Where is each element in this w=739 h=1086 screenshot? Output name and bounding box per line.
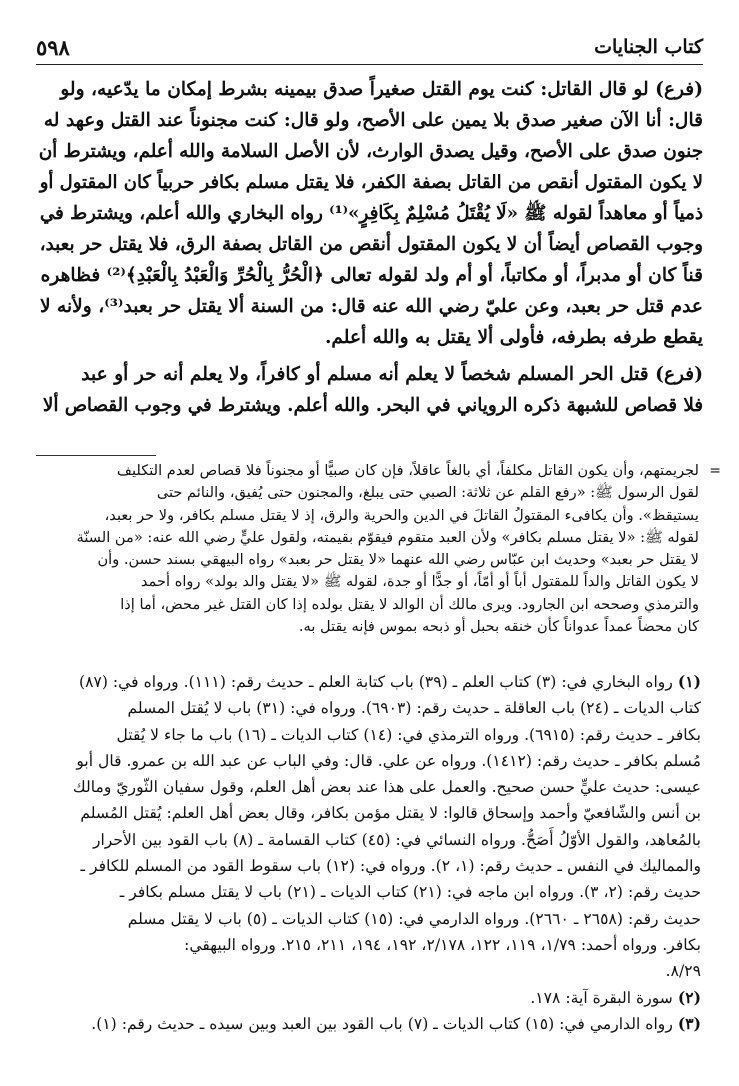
footnote-marker: (٢) [677, 987, 701, 1007]
text-line: (فرع) لو قال القاتل: كنت يوم القتل صغيراً صدق بيمينه بشرط إمكان ما يدّعيه، ولو [60, 79, 703, 100]
footnote-text: رواه البخاري في: (٣) كتاب العلم ـ (٣٩) باب كتابة العلم ـ حديث رقم: (١١١). ورواه في: (٨٧) [79, 673, 673, 691]
text-line: يقطع طرفه بطرفه، فأولى ألا يقتل به والله أعلم. [324, 327, 703, 348]
footnote-3 [36, 1011, 701, 1037]
footnote-marker: (٣) [677, 1013, 701, 1033]
text-line: قال: أنا الآن صغير صدق بلا يمين على الأصح، ولو قال: كنت مجنوناً عند القتل وعهد له [43, 110, 703, 131]
note-line: لقوله ﷺ: «لا يقتل مسلم بكافر» ولأن العبد متقوم فيقوّم بقيمته، ولقول عليٍّ رضي الله عنه: «من السنّة [76, 528, 699, 546]
footnote-line: بكافر ـ حديث رقم: (٦٩١٥). ورواه الترمذي في: (١٤) كتاب الديات ـ (١٦) باب ما جاء لا يُقتل [116, 725, 701, 744]
footnote-1 [36, 669, 701, 985]
continuation-marker: = [709, 463, 721, 479]
note-line: كان محضاً عمداً عدواناً كأن خنقه بحبل أو ذبحه بموس فإنه يقتل به. [298, 618, 699, 636]
page-header [36, 30, 703, 65]
footnote-line [36, 669, 701, 695]
footnote-text: سورة البقرة آية: ١٧٨. [530, 988, 673, 1007]
note-line: لا يقتل حر بعبد» وحديث ابن عبّاس رضي الله عنهما «لا يقتل حر بعبد» رواه البيهقي بسند حسن. وأن [97, 551, 699, 569]
note-line: لجريمتهم، وأن يكون القاتل مكلفاً، أي بالغاً عاقلاً، فإن كان صبيًّا أو مجنوناً فلا قصاص لعدم التكليف [116, 462, 699, 479]
note-line: والترمذي وصححه ابن الجارود. ويرى مالك أن الوالد لا يقتل بولده إذا كان القتل غير محض، أما إذا [120, 595, 699, 613]
note-line: لا يكون القاتل والداً للمقتول أباً أو أمّاً، أو جدًّا أو جدة، لقوله ﷺ «لا يقتل والد بولد» رواه أحمد [140, 573, 699, 591]
footnote-line: كتاب الديات ـ (٢٤) باب العاقلة ـ حديث رقم: (٦٩٠٣). ورواه في: (٣١) باب لا يُقتل المسلم [127, 699, 701, 718]
footnote-line: والمماليك في النفس ـ حديث رقم: (١، ٢). ورواه في: (١٢) باب سقوط القود من المسلم للكافر ـ [80, 857, 701, 876]
footnote-line: مُسلم بكافر ـ حديث رقم: (١٤١٢). ورواه عن علي. قال: وفي الباب عن عبد الله بن عمرو. قال أبو [76, 751, 701, 770]
note-line: يستيقظ». وأن يكافىء المقتولُ القاتلَ في الدين والحرية والرق، إذ لا يقتل مسلم بكافر، ولا حر بعبد، [104, 506, 699, 524]
footnotes [36, 669, 701, 1037]
footnote-line: حديث رقم: (٢٦٥٨ ـ ٢٦٦٠). ورواه الدارمي في: (١٥) كتاب الديات ـ (٥) باب لا يقتل مسلم [127, 909, 701, 928]
footnote-line [36, 985, 701, 1011]
text-line: جنون صدق على الأصح، وقيل يصدق الوارث، لأن الأصل السلامة والله أعلم، ويشترط أن [38, 141, 703, 162]
footnote-line: بكافر. ورواه أحمد: ١/٧٩، ١١٩، ١٢٢، ٢/١٧٨، ١٩٢، ١٩٤، ٢١١، ٢١٥. ورواه البيهقي: [184, 935, 701, 954]
text-line: فلا قصاص للشبهة ذكره الروياني في البحر. والله أعلم. ويشترط في وجوب القصاص ألا [42, 395, 703, 416]
text-line: لا يكون المقتول أنقص من القاتل بصفة الكفر، فلا يقتل مسلم بكافر حربياً كان المقتول أو [39, 172, 703, 193]
text-line: (فرع) قتل الحر المسلم شخصاً لا يعلم أنه مسلم أو كافراً، ولا يعلم أنه حر أو عبد [81, 364, 703, 385]
footnote-line: عيسى: حديث عليٍّ حسن صحيح. والعمل على هذا عند بعض أهل العلم، وقول سفيان الثّوريّ ومالك [72, 778, 701, 797]
footnote-separator [36, 455, 156, 456]
text-line: ذمياً أو معاهداً لقوله ﷺ «لَا يُقْتَلُ مُسْلِمٌ بِكَافِرٍ»⁽¹⁾ رواه البخاري والله أعلم، ويشترط في [39, 203, 703, 224]
chapter-title: كتاب الجنايات [594, 36, 703, 58]
footnote-marker: (١) [677, 672, 701, 691]
footnote-line: حديث رقم: (٢، ٣). ورواه ابن ماجه في: (٢١) كتاب الديات ـ (٢١) باب لا يقتل مسلم بكافر ـ [119, 883, 701, 902]
text-line: قناً كان أو مدبراً، أو مكاتباً، أو أم ولد لقوله تعالى ﴿الْحُرُّ بِالْحُرِّ وَالْعَبْدُ بِالْعَبْدِ﴾⁽²⁾ فظاهره [40, 265, 703, 286]
note-line: لقول الرسول ﷺ: «رفع القلم عن ثلاثة: الصبي حتى يبلغ، والمجنون حتى يُفيق، والنائم حتى [156, 484, 699, 502]
footnote-line: بالمُعاهد، والقول الأوّلُ أَصَحُّ. ورواه النسائي في: (٤٥) كتاب القسامة ـ (٨) باب القود بين الأحرار [92, 830, 701, 849]
paragraph-1 [34, 74, 703, 353]
footnote-2 [36, 985, 701, 1011]
text-line: عدم قتل حر بعبد، وعن عليّ رضي الله عنه قال: من السنة ألا يقتل حر بعبد⁽³⁾، ولأنه لا [39, 296, 703, 317]
page-number: ٥٩٨ [36, 34, 70, 60]
footnote-line: ٨/٢٩. [665, 962, 701, 981]
main-text [34, 74, 703, 421]
paragraph-2 [34, 359, 703, 421]
text-line: وجوب القصاص أيضاً أن لا يكون المقتول أنقص من القاتل بصفة الرق، فلا يقتل حر بعبد، [39, 234, 703, 255]
footnote-line: بن أنس والشّافعيّ وأحمد وإسحاق قالوا: لا يقتل مؤمن بكافر، وقال بعض أهل العلم: يُقتل المُسلم [80, 804, 701, 823]
footnote-text: رواه الدارمي في: (١٥) كتاب الديات ـ (٧) باب القود بين العبد وبين سيده ـ حديث رقم: (١). [91, 1014, 673, 1033]
continued-footnote [36, 460, 721, 638]
footnote-line [36, 1011, 701, 1037]
